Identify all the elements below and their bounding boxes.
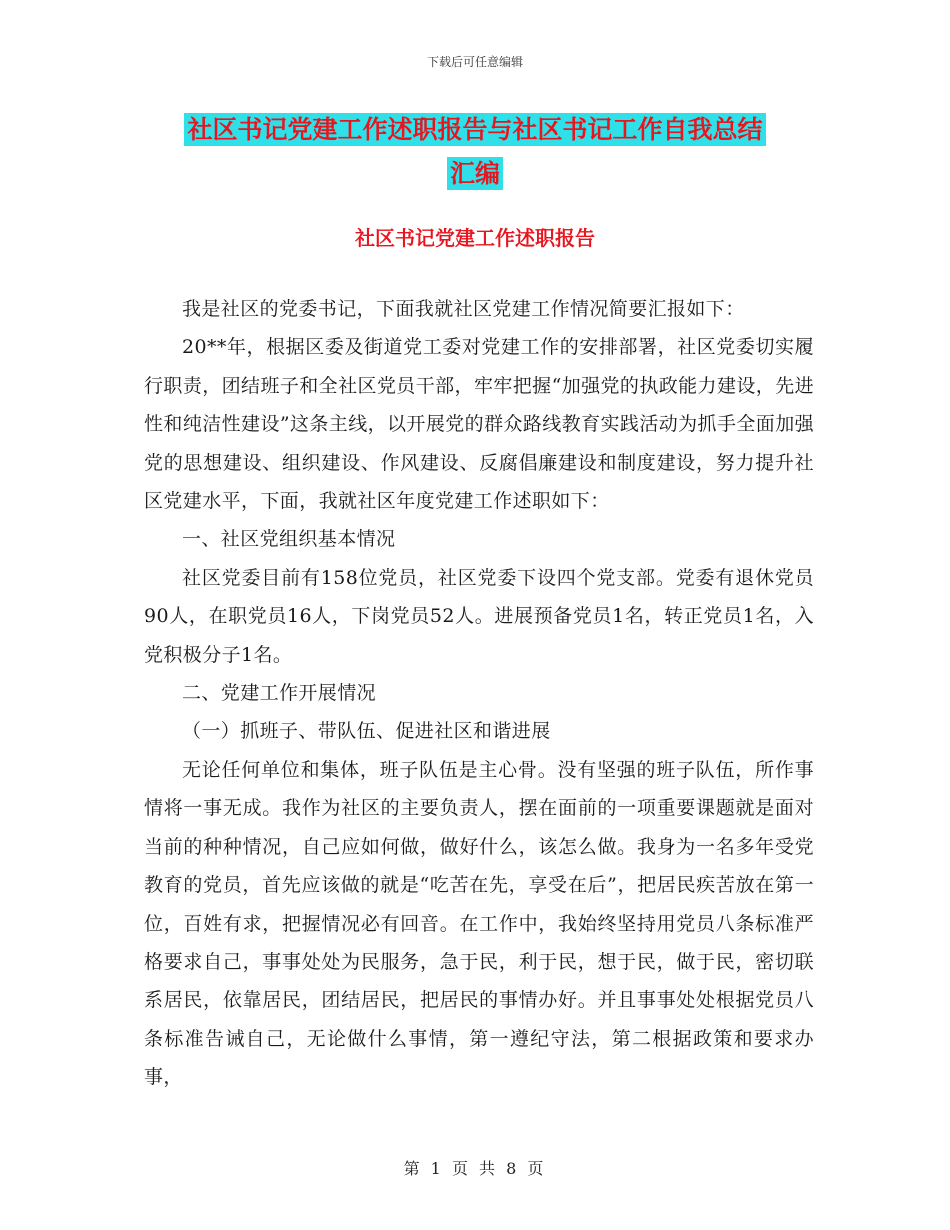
heading-basic-situation: 一、社区党组织基本情况	[182, 528, 396, 551]
document-body	[144, 290, 814, 1097]
heading-work-progress: 二、党建工作开展情况	[182, 682, 377, 705]
page-number-footer: 第 1 页 共 8 页	[403, 1159, 547, 1178]
subheading-team-building: （一）抓班子、带队伍、促进社区和谐进展	[182, 720, 551, 743]
paragraph-intro: 我是社区的党委书记，下面我就社区党建工作情况简要汇报如下：	[182, 298, 745, 320]
section-title: 社区书记党建工作述职报告	[355, 226, 595, 250]
document-title-line-1: 社区书记党建工作述职报告与社区书记工作自我总结	[184, 113, 765, 146]
document-title	[0, 108, 950, 196]
paragraph-team-building: 无论任何单位和集体，班子队伍是主心骨。没有坚强的班子队伍，所作事情将一事无成。我作为社区的主要负责人，摆在面前的一项重要课题就是面对当前的种种情况，自己应如何做，做好什么，该怎么做。我身为一名多年受党教育的党员，首先应该做的就是“吃苦在先，享受在后”，把居民疾苦放在第一位，百姓有求，把握情况必有回音。在工作中，我始终坚持用党员八条标准严格要求自己，事事处处为民服务，急于民，利于民，想于民，做于民，密切联系居民，依靠居民，团结居民，把居民的事情办好。并且事事处处根据党员八条标准告诫自己，无论做什么事情，第一遵纪守法，第二根据政策和要求办事，	[144, 758, 814, 1089]
paragraph-overview: 20**年，根据区委及街道党工委对党建工作的安排部署，社区党委切实履行职责，团结班子和全社区党员干部，牢牢把握“加强党的执政能力建设，先进性和纯洁性建设”这条主线，以开展党的群众路线教育实践活动为抓手全面加强党的思想建设、组织建设、作风建设、反腐倡廉建设和制度建设，努力提升社区党建水平，下面，我就社区年度党建工作述职如下：	[144, 336, 814, 513]
page-header-note: 下载后可任意编辑	[426, 55, 523, 69]
document-title-line-2: 汇编	[447, 157, 503, 190]
paragraph-member-stats: 社区党委目前有158位党员，社区党委下设四个党支部。党委有退休党员90人，在职党员16人，下岗党员52人。进展预备党员1名，转正党员1名，入党积极分子1名。	[144, 566, 814, 666]
